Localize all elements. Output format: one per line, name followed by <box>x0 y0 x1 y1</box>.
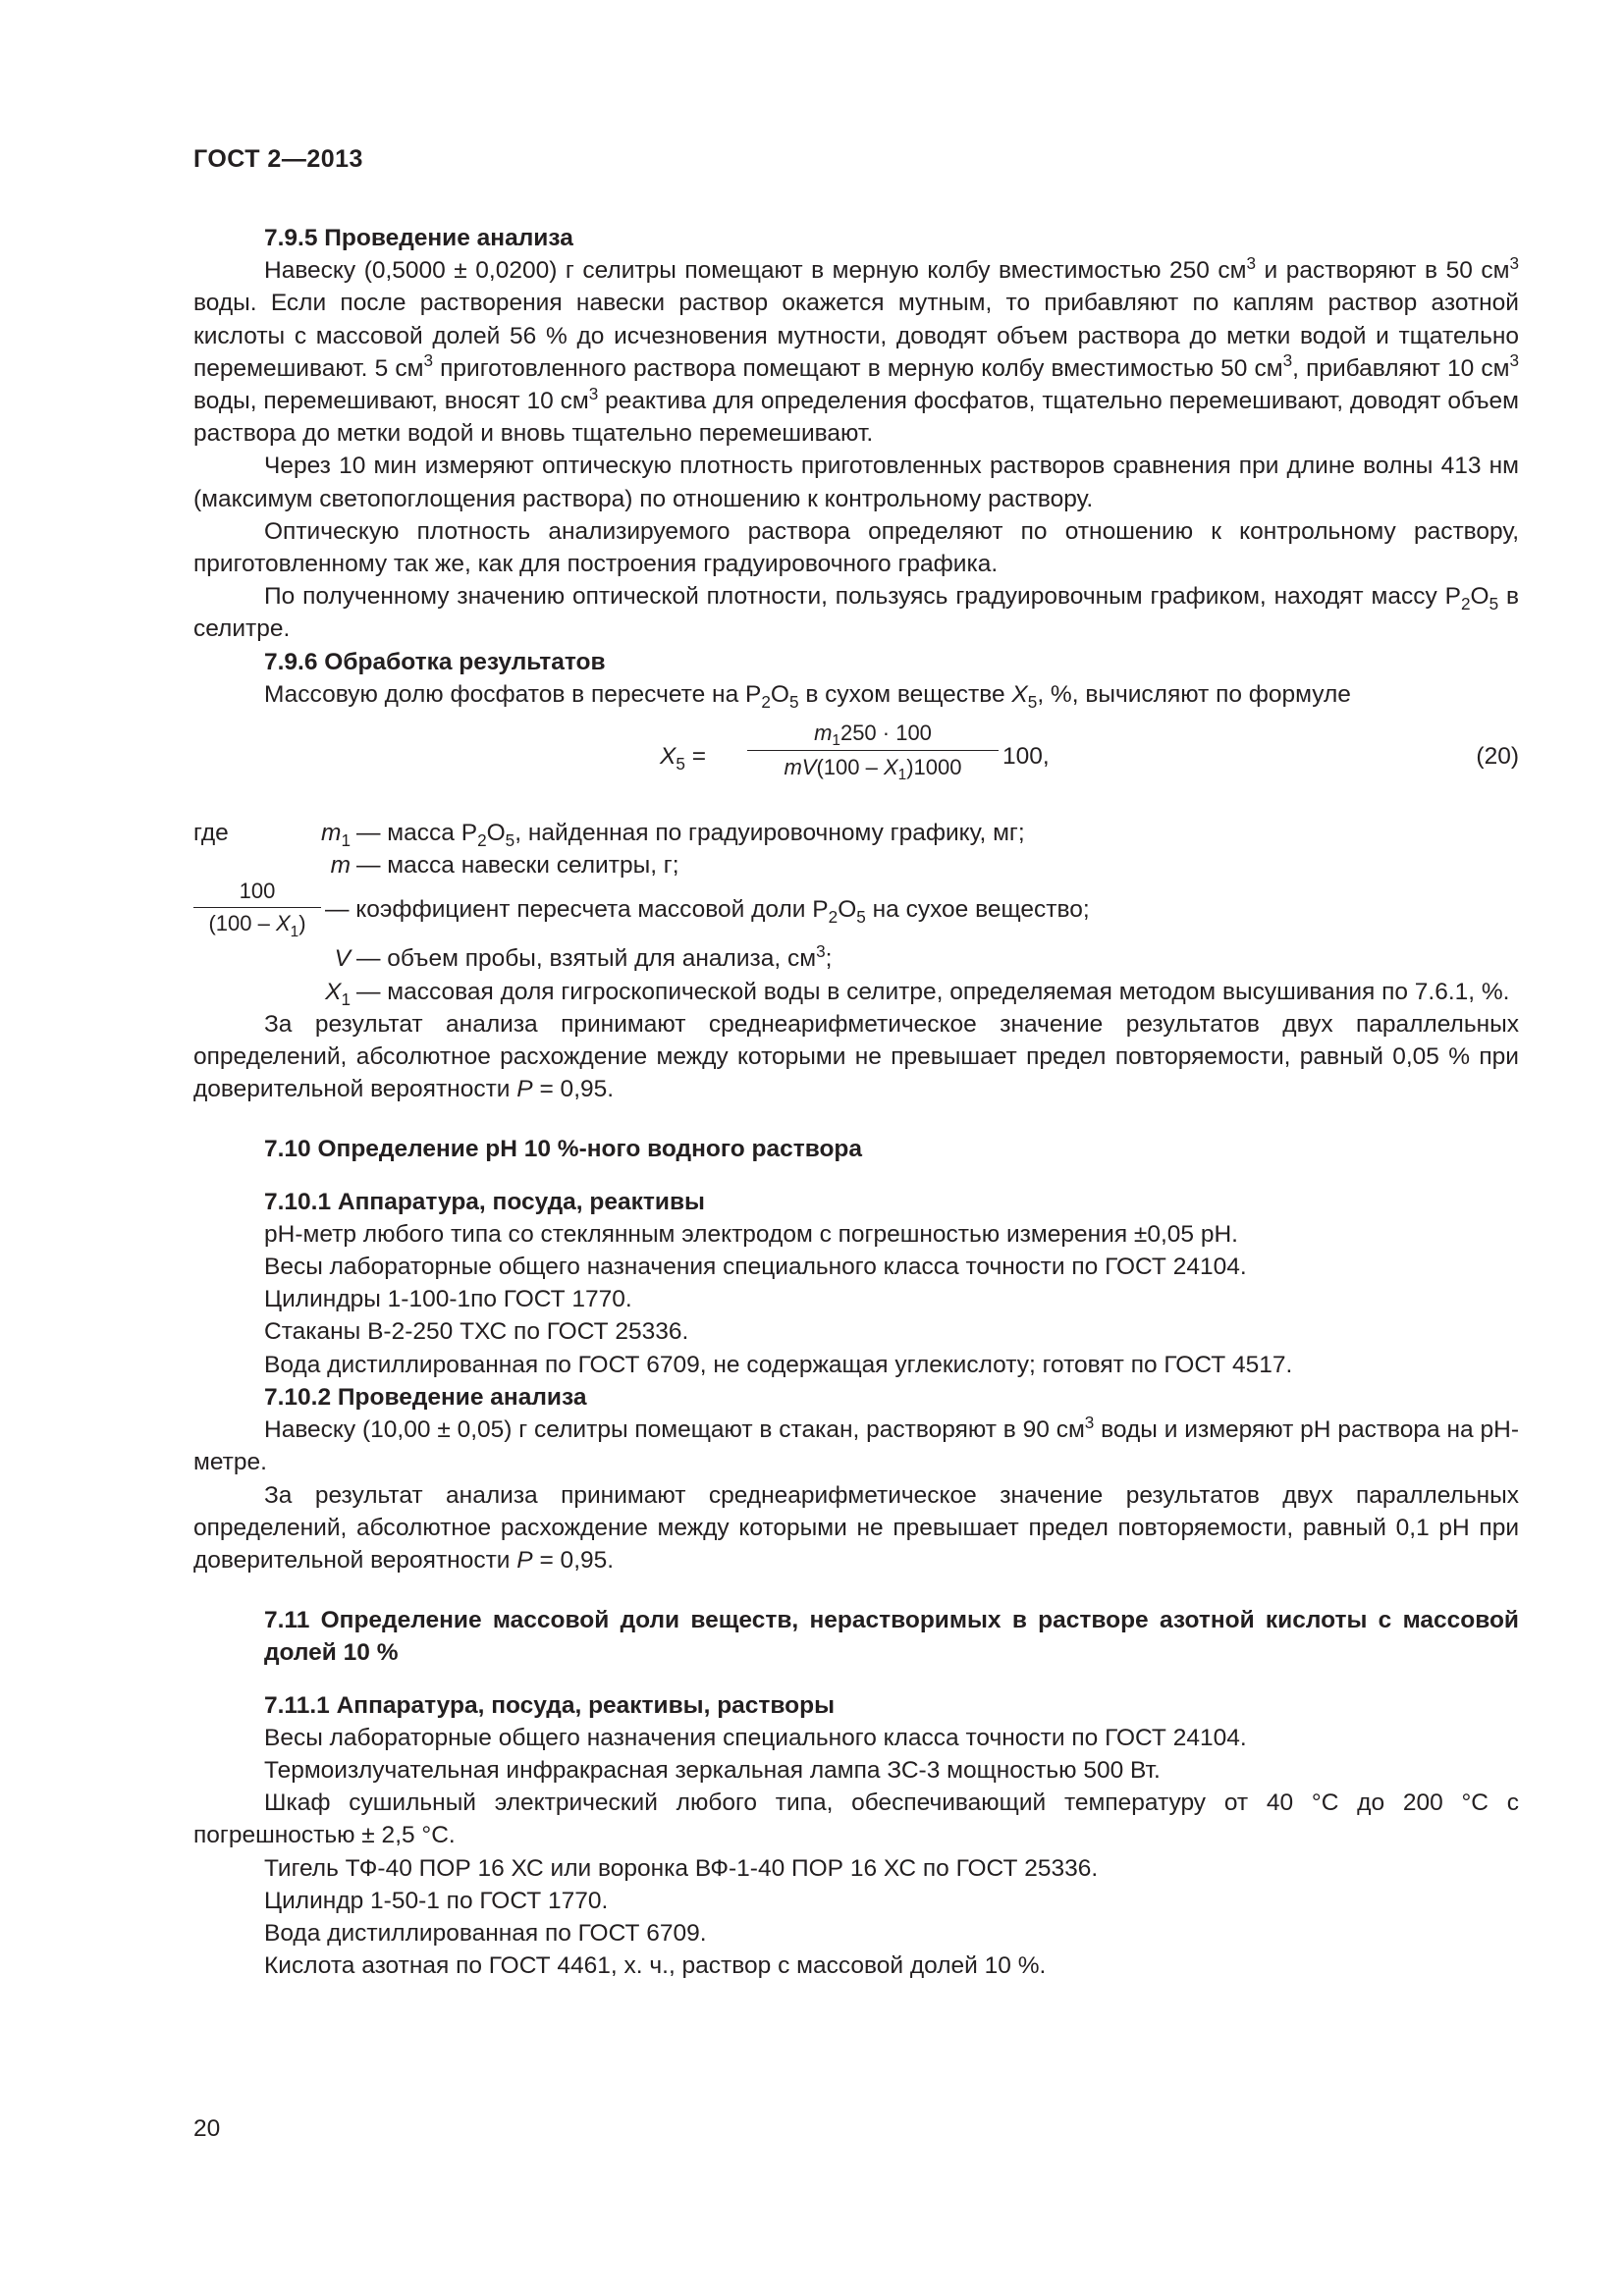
list-item-7-11-1-oven: Шкаф сушильный электрический любого типа, обеспечивающий температуру от 40 °С до 200 °С с погрешностью ± 2,5 °С. <box>193 1789 1519 1849</box>
list-item-7-10-1-beakers: Стаканы В-2-250 ТХС по ГОСТ 25336. <box>264 1318 689 1346</box>
list-item-7-10-1-ph-meter: рН-метр любого типа со стеклянным электродом с погрешностью измерения ±0,05 рН. <box>264 1220 1238 1248</box>
legend-row-coefficient <box>193 879 1519 942</box>
legend-symbol-m: m <box>330 852 351 880</box>
section-heading-7-11-1: 7.11.1 Аппаратура, посуда, реактивы, растворы <box>264 1691 836 1719</box>
paragraph-7-9-5-measure: Через 10 мин измеряют оптическую плотность приготовленных растворов сравнения при длине волны 413 нм (максимум светопоглощения раствора) по отношению к контрольному раствору. <box>193 453 1519 512</box>
paragraph-7-10-2-result: За результат анализа принимают среднеарифметическое значение результатов двух параллельных определений, абсолютное расхождение между которыми не превышает предел повторяемости, равный 0,1 рН при доверительной вероятности P = 0,95. <box>193 1481 1519 1574</box>
list-item-7-11-1-cylinder: Цилиндр 1-50-1 по ГОСТ 1770. <box>264 1887 609 1914</box>
formula-multiplier: 100, <box>1002 743 1050 771</box>
paragraph-7-9-5-density: Оптическую плотность анализируемого раствора определяют по отношению к контрольному раствору, приготовленному так же, как для построения градуировочного графика. <box>193 517 1519 578</box>
section-heading-7-9-5: 7.9.5 Проведение анализа <box>264 225 573 251</box>
section-heading-7-11: 7.11 Определение массовой доли веществ, нерастворимых в растворе азотной кислоты с массовой долей 10 % <box>264 1607 1519 1667</box>
paragraph-7-10-2-sample: Навеску (10,00 ± 0,05) г селитры помещают в стакан, растворяют в 90 $см^3$ воды и измеряют рН раствора на рН-метре. <box>193 1412 1519 1476</box>
legend-coefficient-fraction: 100 $(100 - X_1)$ <box>193 878 321 937</box>
legend-row-v <box>193 942 1519 975</box>
list-item-7-11-1-water: Вода дистиллированная по ГОСТ 6709. <box>264 1919 707 1947</box>
formula-denominator: $mV(100 - X_1)1000$ <box>784 755 962 784</box>
list-item-7-10-1-cylinders: Цилиндры 1-100-1по ГОСТ 1770. <box>264 1286 632 1313</box>
legend-symbol-m1: $m_1$ <box>321 820 351 851</box>
list-item-7-11-1-crucible: Тигель ТФ-40 ПОР 16 ХС или воронка ВФ-1-40 ПОР 16 ХС по ГОСТ 25336. <box>264 1854 1099 1882</box>
list-item-7-11-1-scales: Весы лабораторные общего назначения специального класса точности по ГОСТ 24104. <box>264 1724 1247 1751</box>
section-heading-7-10-2: 7.10.2 Проведение анализа <box>264 1383 587 1411</box>
legend-symbol-x1: $X_1$ <box>325 978 351 1009</box>
list-item-7-11-1-acid: Кислота азотная по ГОСТ 4461, х. ч., раствор с массовой долей 10 %. <box>264 1952 1047 1980</box>
standard-header: ГОСТ 2—2013 <box>193 145 363 173</box>
paragraph-7-9-5-mass: По полученному значению оптической плотности, пользуясь градуировочным графиком, находят массу $P_2O_5$ в селитре. <box>193 583 1520 643</box>
page-number: 20 <box>193 2115 221 2142</box>
section-heading-7-10-1: 7.10.1 Аппаратура, посуда, реактивы <box>264 1188 705 1215</box>
legend-where-label: где <box>193 820 229 847</box>
legend-text-v: — объем пробы, взятый для анализа, $см^3$; <box>356 941 833 973</box>
formula-number: (20) <box>1476 743 1519 771</box>
formula-fraction <box>747 719 999 782</box>
formula-20 <box>193 711 1519 817</box>
legend-row-x1 <box>193 976 1519 1008</box>
legend-row-m1 <box>193 817 1519 849</box>
legend-symbol-v: V <box>334 945 351 973</box>
legend-text-m1: — масса $P_2O_5$, найденная по градуировочному графику, мг; <box>356 820 1025 851</box>
legend-text-x1: — массовая доля гигроскопической воды в селитре, определяемая методом высушивания по 7.6.1, %. <box>356 978 1510 1005</box>
section-heading-7-9-6: 7.9.6 Обработка результатов <box>264 648 606 675</box>
list-item-7-10-1-water: Вода дистиллированная по ГОСТ 6709, не содержащая углекислоту; готовят по ГОСТ 4517. <box>264 1351 1293 1378</box>
legend-row-m <box>193 849 1519 881</box>
paragraph-7-9-6-result: За результат анализа принимают среднеарифметическое значение результатов двух параллельных определений, абсолютное расхождение между которыми не превышает предел повторяемости, равный 0,05 % при доверительной вероятности P = 0,95. <box>193 1010 1519 1103</box>
paragraph-7-9-6-intro: Массовую долю фосфатов в пересчете на $P_2O_5$ в сухом веществе $X_5$, %, вычисляют по формуле <box>264 680 1351 712</box>
page-body <box>193 222 1519 1982</box>
list-item-7-11-1-lamp: Термоизлучательная инфракрасная зеркальная лампа ЗС-3 мощностью 500 Вт. <box>264 1756 1161 1784</box>
list-item-7-10-1-scales: Весы лабораторные общего назначения специального класса точности по ГОСТ 24104. <box>264 1254 1247 1281</box>
paragraph-7-9-5-sample: Навеску (0,5000 ± 0,0200) г селитры помещают в мерную колбу вместимостью 250 $см^3$ и растворяют в 50 $см^3$ воды. Если после растворения навески раствор окажется мутным, то прибавляют по каплям раствор азотной кислоты с массовой долей 56 % до исчезновения мутности, доводят объем раствора до метки водой и тщательно перемешивают. 5 $см^3$ приготовленного раствора помещают в мерную колбу вместимостью 50 $см^3$, прибавляют 10 $см^3$ воды, перемешивают, вносят 10 $см^3$ реактива для определения фосфатов, тщательно перемешивают, доводят объем раствора до метки водой и вновь тщательно перемешивают. <box>193 252 1519 448</box>
section-heading-7-10: 7.10 Определение рН 10 %-ного водного раствора <box>264 1136 863 1163</box>
variable-legend <box>193 817 1519 1008</box>
formula-numerator: $m_1250 \cdot 100$ <box>747 719 999 751</box>
formula-lhs: $X_5$ = <box>660 743 707 774</box>
legend-text-coefficient: — коэффициент пересчета массовой доли $P_2O_5$ на сухое вещество; <box>325 896 1090 928</box>
legend-text-m: — масса навески селитры, г; <box>356 852 679 880</box>
